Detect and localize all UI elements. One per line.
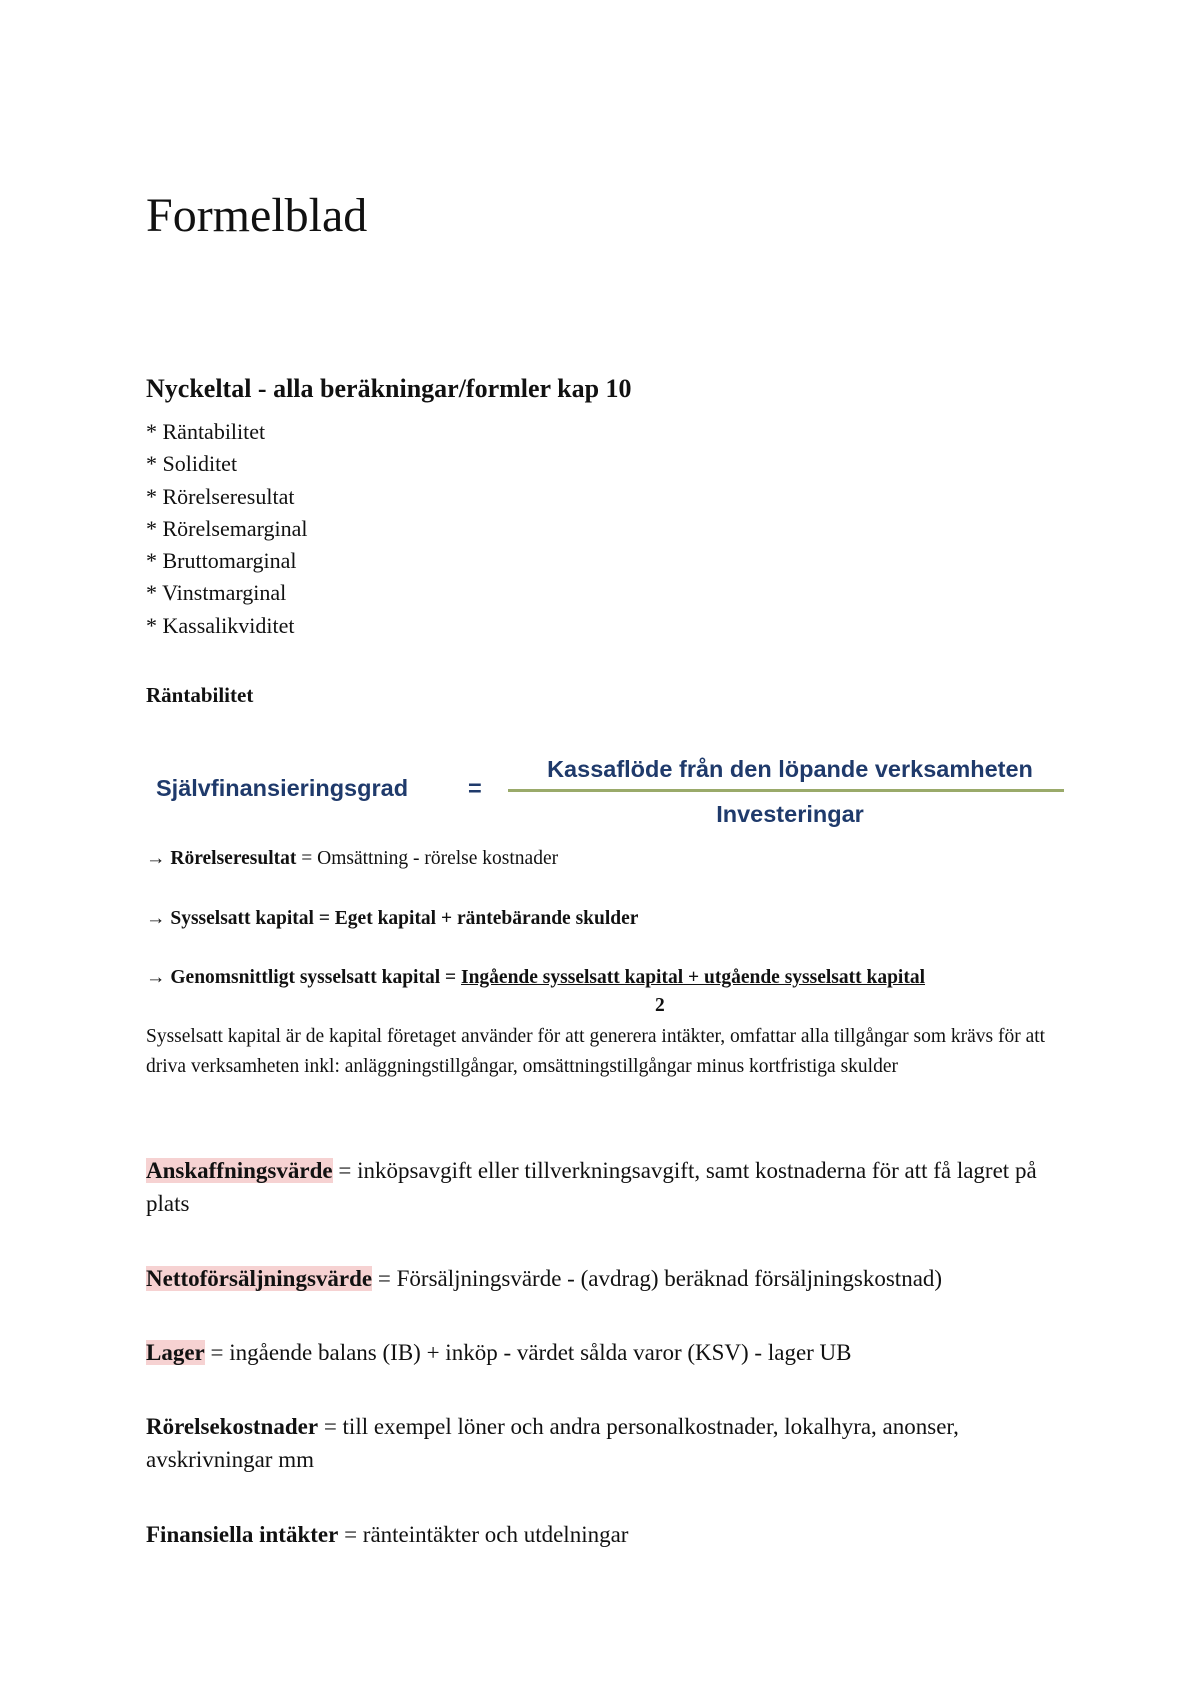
formula-numerator: Ingående sysselsatt kapital + utgående sysselsatt kapital: [461, 967, 926, 988]
bullet-item: * Rörelsemarginal: [146, 515, 308, 541]
explanation-paragraph: Sysselsatt kapital är de kapital företaget använder för att generera intäkter, omfattar alla tillgångar som krävs för att driva verksamheten inkl: anläggningstillgångar, omsättningstillgångar minus kortfristiga skulder: [146, 1026, 1046, 1077]
definition-term: Anskaffningsvärde: [146, 1158, 333, 1183]
definition-nettoforsaljningsvarde: [146, 1262, 1076, 1295]
definition-term: Lager: [146, 1340, 205, 1365]
definition-text: = ingående balans (IB) + inköp - värdet sålda varor (KSV) - lager UB: [204, 1340, 852, 1365]
formula-denominator: 2: [655, 995, 665, 1016]
formula-definition: = Omsättning - rörelse kostnader: [296, 848, 559, 869]
formula-rorelseresultat: [146, 848, 558, 870]
arrow-icon: →: [146, 908, 166, 929]
definition-text: = Försäljningsvärde - (avdrag) beräknad försäljningskostnad): [372, 1266, 943, 1291]
bullet-item: * Rörelseresultat: [146, 483, 295, 509]
definition-term: Finansiella intäkter: [146, 1522, 339, 1547]
bullet-list: [146, 416, 308, 642]
page-title: Formelblad: [146, 189, 368, 242]
formula-lhs: Självfinansieringsgrad: [156, 775, 409, 801]
formula-term: Rörelseresultat: [170, 848, 297, 869]
formula-genomsnitt: [146, 967, 925, 989]
bullet-item: * Bruttomarginal: [146, 548, 297, 574]
bullet-item: * Soliditet: [146, 451, 238, 477]
formula-denominator: Investeringar: [716, 801, 864, 827]
definition-text: = till exempel löner och andra personalkostnader, lokalhyra, anonser, avskrivningar mm: [146, 1414, 959, 1472]
fraction-bar: [508, 789, 1064, 792]
arrow-icon: →: [146, 967, 166, 988]
formula-equals: =: [468, 775, 482, 801]
definition-lager: [146, 1336, 1076, 1369]
formula-image: [146, 748, 1068, 838]
section-heading: Nyckeltal - alla beräkningar/formler kap 10: [146, 374, 632, 403]
formula-sysselsatt: [146, 908, 638, 930]
definition-finansiella-intakter: [146, 1518, 1076, 1551]
definition-text: = ränteintäkter och utdelningar: [338, 1522, 629, 1547]
definition-rorelsekostnader: [146, 1410, 1076, 1476]
formula-lhs: Genomsnittligt sysselsatt kapital =: [170, 967, 461, 988]
formula-numerator: Kassaflöde från den löpande verksamheten: [547, 756, 1033, 782]
bullet-item: * Vinstmarginal: [146, 580, 287, 606]
bullet-item: * Räntabilitet: [146, 419, 266, 444]
definition-anskaffningsvarde: [146, 1154, 1076, 1220]
formula-text: Sysselsatt kapital = Eget kapital + räntebärande skulder: [170, 908, 639, 929]
definition-text: = inköpsavgift eller tillverkningsavgift, samt kostnaderna för att få lagret på plats: [146, 1158, 1037, 1216]
bullet-item: * Kassalikviditet: [146, 612, 295, 638]
subheading: Räntabilitet: [146, 683, 254, 707]
arrow-icon: →: [146, 848, 166, 869]
definition-term: Rörelsekostnader: [146, 1414, 319, 1439]
definition-term: Nettoförsäljningsvärde: [146, 1266, 373, 1291]
